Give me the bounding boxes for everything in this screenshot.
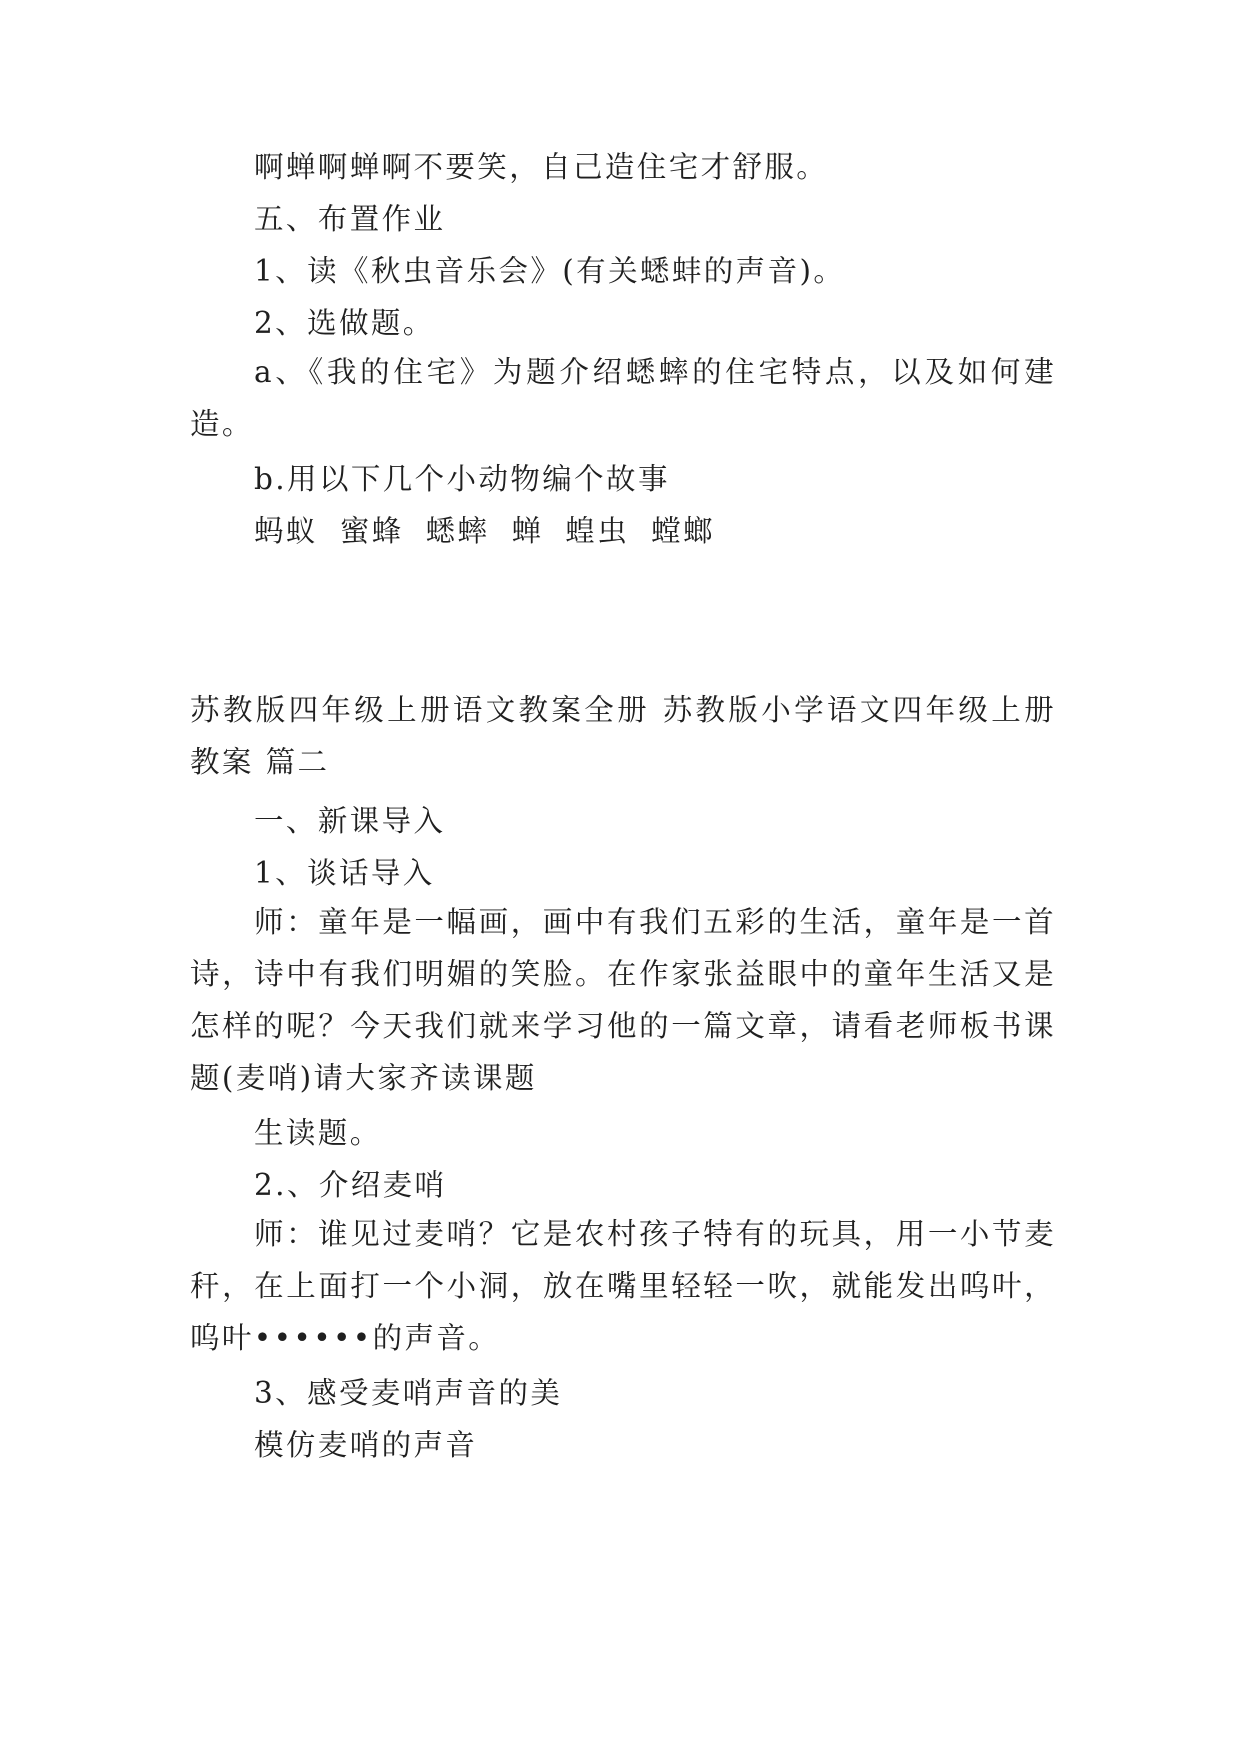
- section-heading: 一、新课导入: [254, 804, 446, 838]
- paragraph: a、《我的住宅》为题介绍蟋蟀的住宅特点，以及如何建造。: [190, 355, 1056, 441]
- animal-name: 蚂蚁: [254, 514, 318, 548]
- sub-heading: 2.、介绍麦哨: [254, 1168, 447, 1202]
- text-line: 啊蝉啊蝉啊不要笑，自己造住宅才舒服。: [254, 150, 829, 184]
- animal-name: 蝗虫: [565, 514, 630, 548]
- animal-name: 蜜蜂: [339, 514, 404, 548]
- paragraph: 师：谁见过麦哨？它是农村孩子特有的玩具，用一小节麦秆，在上面打一个小洞，放在嘴里轻轻一吹，就能发出呜叶，呜叶••••••的声音。: [190, 1217, 1056, 1355]
- text-line: 模仿麦哨的声音: [254, 1428, 478, 1462]
- animal-name: 蟋蟀: [425, 514, 490, 548]
- animal-list: [254, 502, 715, 560]
- animal-name: 螳螂: [651, 514, 715, 548]
- section-heading: 五、布置作业: [254, 202, 446, 236]
- text-line: 生读题。: [254, 1116, 382, 1150]
- list-item: 2、选做题。: [254, 306, 435, 340]
- list-item: 1、读《秋虫音乐会》(有关蟋蚌的声音)。: [254, 254, 846, 288]
- sub-heading: 1、谈话导入: [254, 856, 435, 890]
- sub-heading: 3、感受麦哨声音的美: [254, 1376, 563, 1410]
- animal-name: 蝉: [511, 514, 544, 548]
- list-item: b.用以下几个小动物编个故事: [254, 462, 670, 496]
- section-title: 苏教版四年级上册语文教案全册 苏教版小学语文四年级上册教案 篇二: [190, 693, 1056, 779]
- paragraph: 师：童年是一幅画，画中有我们五彩的生活，童年是一首诗，诗中有我们明媚的笑脸。在作家张益眼中的童年生活又是怎样的呢？今天我们就来学习他的一篇文章，请看老师板书课题(麦哨)请大家齐读课题: [190, 905, 1056, 1095]
